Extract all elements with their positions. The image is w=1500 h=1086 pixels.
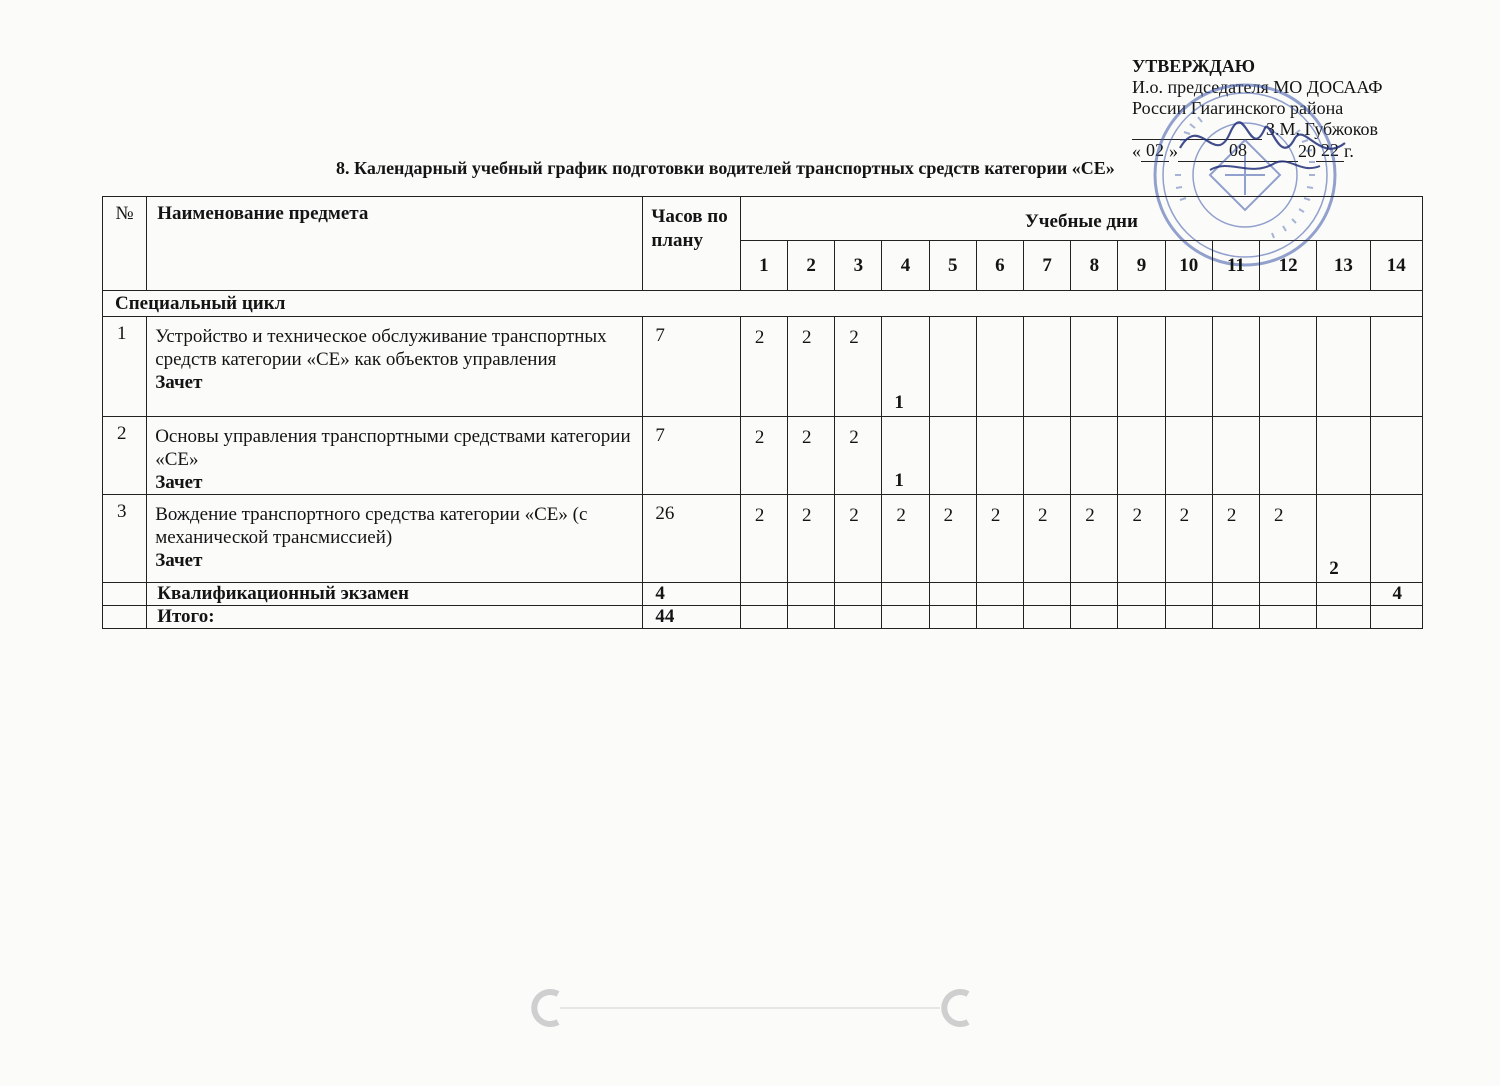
day-cell-14: [1370, 583, 1422, 606]
day-cell-9: [1118, 317, 1165, 417]
day-cell-6: [976, 495, 1023, 583]
subject-cell: [147, 417, 643, 495]
day-hours-value: 2: [1274, 505, 1284, 526]
exam-hours-value: 1: [894, 392, 904, 413]
day-hours-value: 2: [802, 427, 812, 448]
date-open-quote: «: [1132, 141, 1141, 161]
day-cell-10: [1165, 606, 1212, 629]
day-cell-2: [788, 417, 835, 495]
day-cell-12: [1260, 317, 1317, 417]
day-hours-value: 2: [849, 505, 859, 526]
day-cell-9: [1118, 495, 1165, 583]
header-day-6: 6: [976, 241, 1023, 291]
day-cell-14: [1370, 606, 1422, 629]
day-cell-3: [835, 317, 882, 417]
exam-hours-value: 1: [894, 470, 904, 491]
day-cell-7: [1024, 583, 1071, 606]
day-hours-value: 2: [849, 427, 859, 448]
page-title: 8. Календарный учебный график подготовки водителей транспортных средств категории «СЕ»: [336, 158, 1115, 178]
approval-heading: УТВЕРЖДАЮ: [1132, 56, 1256, 76]
header-day-10: 10: [1165, 241, 1212, 291]
day-cell-13: [1317, 495, 1370, 583]
qualification-number-cell: [103, 583, 147, 606]
subject-row: [103, 495, 1423, 583]
day-hours-value: 2: [1038, 505, 1048, 526]
day-cell-6: [976, 417, 1023, 495]
date-close-quote: »: [1169, 141, 1178, 161]
day-cell-4: [882, 317, 929, 417]
day-cell-7: [1024, 606, 1071, 629]
subject-name: Основы управления транспортными средствами категории «СЕ»: [155, 426, 631, 470]
day-cell-2: [788, 606, 835, 629]
subject-exam-label: Зачет: [155, 372, 203, 393]
day-hours-value: 2: [990, 505, 1001, 526]
day-cell-10: [1165, 317, 1212, 417]
qualification-hours: 4: [643, 583, 740, 606]
day-cell-7: [1024, 317, 1071, 417]
day-cell-9: [1118, 583, 1165, 606]
header-day-7: 7: [1024, 241, 1071, 291]
day-cell-4: [882, 606, 929, 629]
day-cell-3: [835, 606, 882, 629]
day-cell-11: [1212, 495, 1259, 583]
header-subject-name: Наименование предмета: [147, 197, 643, 291]
day-cell-2: [788, 317, 835, 417]
day-hours-value: 2: [896, 505, 906, 526]
header-day-5: 5: [929, 241, 976, 291]
subject-hours: 7: [643, 417, 740, 495]
day-hours-value: 2: [754, 427, 765, 448]
day-cell-2: [788, 583, 835, 606]
date-year-suffix: 22: [1316, 140, 1344, 162]
day-hours-value: 2: [943, 505, 954, 526]
binder-holes-decoration: [0, 988, 1500, 1028]
handwritten-signature: [1170, 108, 1360, 188]
day-hours-value: 2: [849, 327, 859, 348]
day-cell-11: [1212, 417, 1259, 495]
day-cell-12: [1260, 583, 1317, 606]
date-month: 08: [1178, 140, 1298, 162]
day-cell-5: [929, 417, 976, 495]
approval-position: И.о. председателя МО ДОСААФ: [1132, 77, 1383, 97]
day-cell-9: [1118, 606, 1165, 629]
day-cell-14: [1370, 495, 1422, 583]
day-cell-13: [1317, 583, 1370, 606]
schedule-table: [102, 196, 1423, 629]
day-cell-5: [929, 606, 976, 629]
header-day-14: 14: [1370, 241, 1422, 291]
day-cell-14: [1370, 417, 1422, 495]
date-g: г.: [1344, 141, 1354, 161]
day-cell-8: [1071, 495, 1118, 583]
day-cell-11: [1212, 583, 1259, 606]
day-cell-6: [976, 583, 1023, 606]
header-day-9: 9: [1118, 241, 1165, 291]
subject-exam-label: Зачет: [155, 472, 203, 493]
day-cell-1: [740, 317, 787, 417]
day-cell-5: [929, 317, 976, 417]
day-cell-13: [1317, 606, 1370, 629]
header-planned-hours: Часов по плану: [643, 197, 740, 291]
day-hours-value: 2: [1132, 505, 1142, 526]
date-day: 02: [1141, 140, 1169, 162]
day-cell-12: [1260, 417, 1317, 495]
day-cell-2: [788, 495, 835, 583]
day-cell-1: [740, 417, 787, 495]
cycle-label: Специальный цикл: [103, 291, 1423, 317]
day-cell-8: [1071, 606, 1118, 629]
day-cell-6: [976, 606, 1023, 629]
day-cell-10: [1165, 495, 1212, 583]
subject-name: Вождение транспортного средства категории «СЕ» (с механической трансмиссией): [155, 504, 588, 548]
day-cell-14: [1370, 317, 1422, 417]
day-cell-13: [1317, 417, 1370, 495]
subject-rows: [103, 317, 1423, 583]
day-cell-10: [1165, 417, 1212, 495]
subject-cell: [147, 317, 643, 417]
day-hours-value: 2: [802, 327, 812, 348]
day-cell-13: [1317, 317, 1370, 417]
day-cell-4: [882, 583, 929, 606]
day-cell-6: [976, 317, 1023, 417]
day-hours-value: 2: [1226, 505, 1237, 526]
day-hours-value: 2: [754, 505, 765, 526]
day-cell-1: [740, 495, 787, 583]
qualification-row: [103, 583, 1423, 606]
day-cell-1: [740, 606, 787, 629]
day-cell-3: [835, 495, 882, 583]
header-number: №: [103, 197, 147, 291]
day-hours-value: 2: [1179, 505, 1190, 526]
header-day-4: 4: [882, 241, 929, 291]
day-cell-11: [1212, 606, 1259, 629]
day-cell-5: [929, 583, 976, 606]
exam-hours-value: 2: [1329, 558, 1339, 579]
day-hours-value: 2: [802, 505, 812, 526]
qualification-day-value: 4: [1392, 583, 1403, 604]
approval-signer: З.М. Губжоков: [1266, 119, 1379, 139]
day-cell-9: [1118, 417, 1165, 495]
day-cell-8: [1071, 583, 1118, 606]
day-hours-value: 2: [1085, 505, 1095, 526]
day-cell-5: [929, 495, 976, 583]
day-cell-11: [1212, 317, 1259, 417]
day-cell-4: [882, 495, 929, 583]
day-cell-8: [1071, 317, 1118, 417]
subject-hours: 26: [643, 495, 740, 583]
day-cell-12: [1260, 606, 1317, 629]
subject-number: 2: [103, 417, 147, 495]
subject-cell: [147, 495, 643, 583]
day-cell-3: [835, 583, 882, 606]
header-day-11: 11: [1212, 241, 1259, 291]
day-cell-4: [882, 417, 929, 495]
date-year-prefix: 20: [1298, 141, 1316, 161]
header-day-3: 3: [835, 241, 882, 291]
header-day-2: 2: [788, 241, 835, 291]
day-cell-7: [1024, 495, 1071, 583]
qualification-name: Квалификационный экзамен: [147, 583, 643, 606]
header-day-13: 13: [1317, 241, 1370, 291]
header-day-1: 1: [740, 241, 787, 291]
subject-row: [103, 417, 1423, 495]
total-row: [103, 606, 1423, 629]
subject-exam-label: Зачет: [155, 550, 203, 571]
header-day-12: 12: [1260, 241, 1317, 291]
day-cell-1: [740, 583, 787, 606]
day-cell-12: [1260, 495, 1317, 583]
total-name: Итого:: [147, 606, 643, 629]
total-number-cell: [103, 606, 147, 629]
day-cell-3: [835, 417, 882, 495]
subject-hours: 7: [643, 317, 740, 417]
day-cell-8: [1071, 417, 1118, 495]
total-hours: 44: [643, 606, 740, 629]
day-cell-10: [1165, 583, 1212, 606]
header-study-days: Учебные дни: [740, 197, 1422, 241]
header-day-8: 8: [1071, 241, 1118, 291]
day-cell-7: [1024, 417, 1071, 495]
approval-organization: России Гиагинского района: [1132, 98, 1344, 118]
day-hours-value: 2: [754, 327, 765, 348]
subject-row: [103, 317, 1423, 417]
subject-number: 1: [103, 317, 147, 417]
subject-number: 3: [103, 495, 147, 583]
subject-name: Устройство и техническое обслуживание транспортных средств категории «СЕ» как объектов управления: [155, 326, 607, 370]
